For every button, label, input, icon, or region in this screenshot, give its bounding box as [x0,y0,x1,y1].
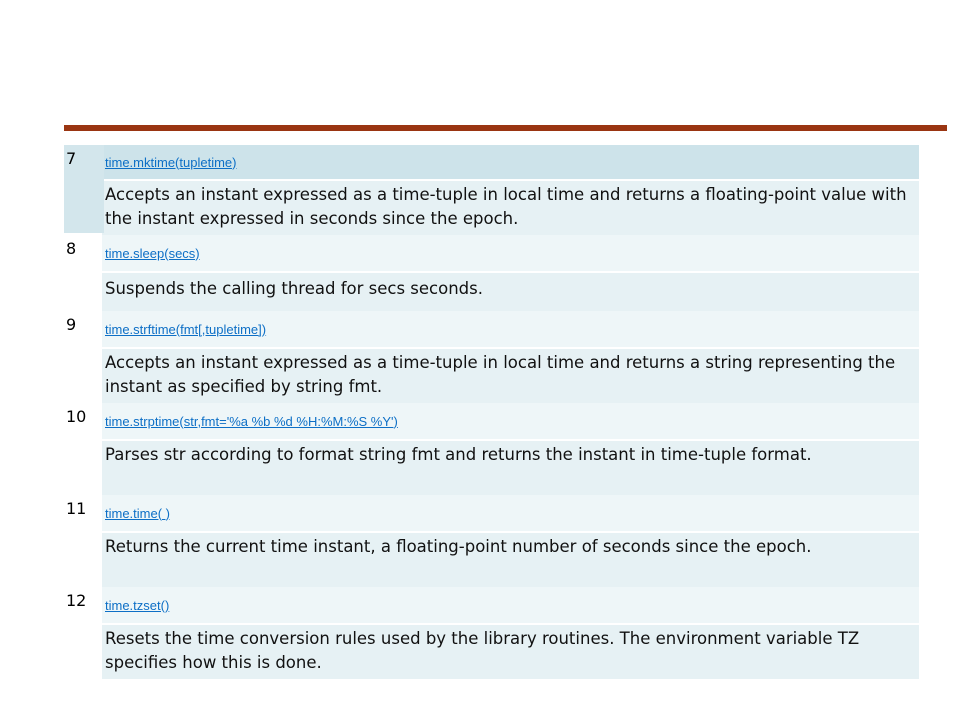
table-entry-11 [64,495,919,587]
description-row: Accepts an instant expressed as a time-tuple in local time and returns a string representing the instant as specified by string fmt. [102,349,919,403]
function-link[interactable]: time.time( ) [105,505,170,521]
title-divider-rule [64,125,947,131]
description-row: Returns the current time instant, a floating-point number of seconds since the epoch. [102,533,919,587]
entry-number: 7 [64,145,104,233]
function-link[interactable]: time.strftime(fmt[,tupletime]) [105,321,267,337]
function-link[interactable]: time.strptime(str,fmt='%a %b %d %H:%M:%S %Y') [105,413,398,429]
function-row [102,495,919,533]
function-row [102,311,919,349]
function-row [102,403,919,441]
function-row [102,235,919,273]
entry-number: 10 [66,407,87,426]
table-entry-9 [64,311,919,403]
entry-number: 8 [66,239,77,258]
table-entry-12 [64,587,919,679]
description-row: Parses str according to format string fmt and returns the instant in time-tuple format. [102,441,919,495]
function-link[interactable]: time.mktime(tupletime) [105,154,237,170]
function-link[interactable]: time.sleep(secs) [105,245,200,261]
function-row [102,587,919,625]
entry-number: 9 [66,315,77,334]
entry-number: 12 [66,591,87,610]
time-functions-table [64,145,919,679]
description-row: Resets the time conversion rules used by the library routines. The environment variable TZ specifies how this is done. [102,625,919,679]
table-entry-10 [64,403,919,495]
function-link[interactable]: time.tzset() [105,597,170,613]
table-entry-8 [64,235,919,311]
description-row: Accepts an instant expressed as a time-tuple in local time and returns a floating-point value with the instant expressed in seconds since the epoch. [102,181,919,235]
function-row [102,145,919,181]
table-entry-7 [64,145,919,235]
entry-number: 11 [66,499,87,518]
description-row: Suspends the calling thread for secs seconds. [102,273,919,311]
